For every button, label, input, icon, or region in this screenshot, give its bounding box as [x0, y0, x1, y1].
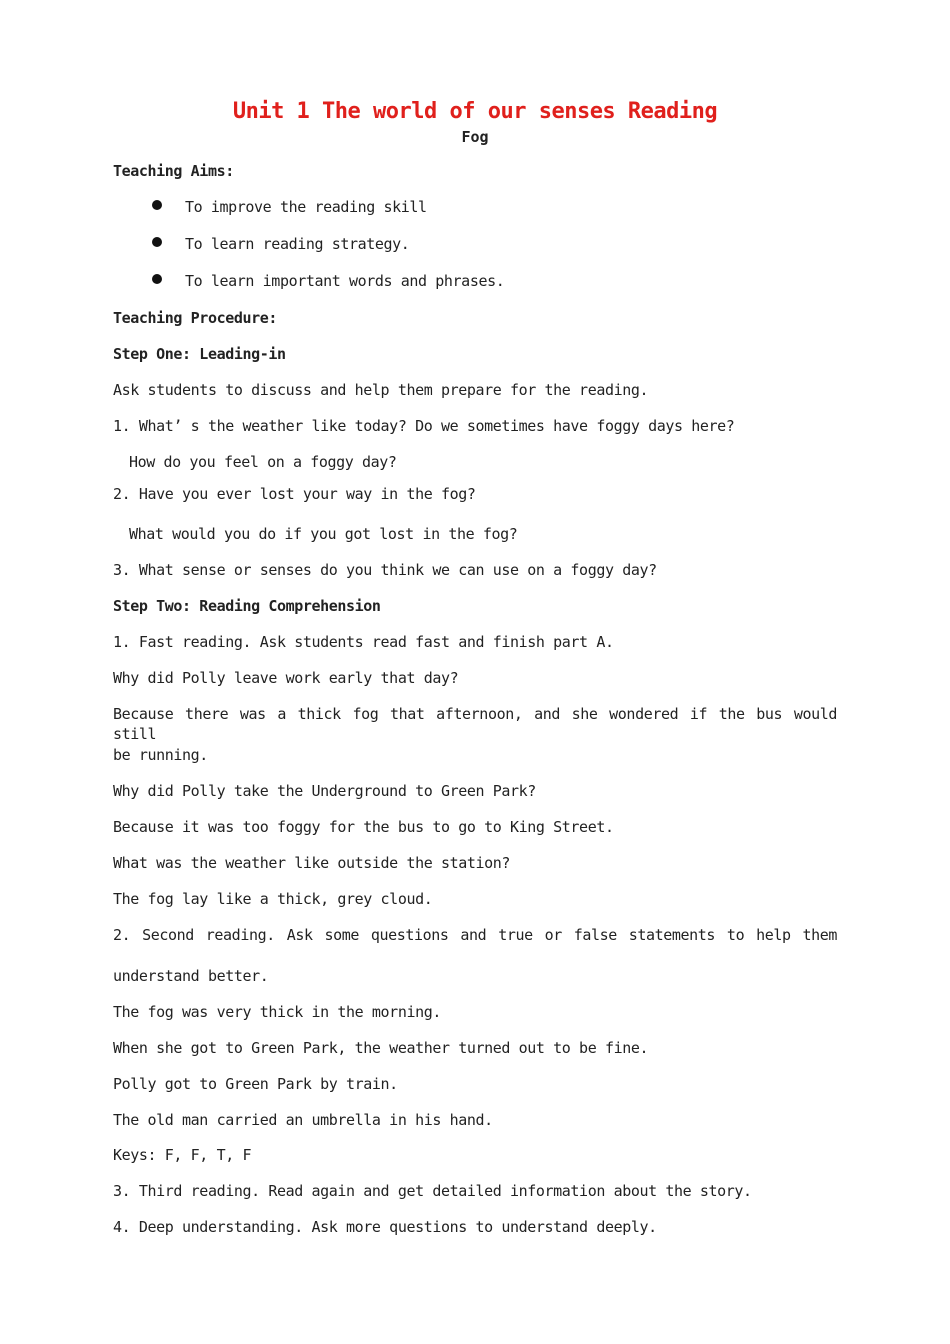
aim-item: To learn reading strategy.	[185, 235, 410, 253]
question-1b: How do you feel on a foggy day?	[129, 453, 397, 471]
page-title: Unit 1 The world of our senses Reading	[232, 99, 718, 124]
question-1: 1. What’ s the weather like today? Do we sometimes have foggy days here?	[113, 417, 735, 435]
aim-item: To improve the reading skill	[185, 198, 427, 216]
fast-question-1: Why did Polly leave work early that day?	[113, 669, 459, 687]
procedure-heading: Teaching Procedure:	[113, 309, 277, 327]
aim-item: To learn important words and phrases.	[185, 272, 505, 290]
step-two-heading: Step Two: Reading Comprehension	[113, 597, 381, 615]
statement-4: The old man carried an umbrella in his hand.	[113, 1111, 493, 1129]
answer-keys: Keys: F, F, T, F	[113, 1146, 252, 1164]
fast-reading: 1. Fast reading. Ask students read fast and finish part A.	[113, 633, 614, 651]
question-3: 3. What sense or senses do you think we can use on a foggy day?	[113, 561, 657, 579]
fast-answer-3: The fog lay like a thick, grey cloud.	[113, 890, 433, 908]
step-one-heading: Step One: Leading-in	[113, 345, 286, 363]
statement-1: The fog was very thick in the morning.	[113, 1003, 441, 1021]
fast-answer-1-line2: be running.	[113, 746, 208, 764]
bullet-icon	[152, 274, 162, 284]
statement-3: Polly got to Green Park by train.	[113, 1075, 398, 1093]
fast-question-3: What was the weather like outside the station?	[113, 854, 511, 872]
fast-answer-1-line1: Because there was a thick fog that afternoon, and she wondered if the bus would still	[113, 705, 837, 743]
page-subtitle: Fog	[461, 128, 489, 146]
fast-question-2: Why did Polly take the Underground to Green Park?	[113, 782, 536, 800]
fast-answer-2: Because it was too foggy for the bus to go to King Street.	[113, 818, 614, 836]
third-reading: 3. Third reading. Read again and get detailed information about the story.	[113, 1182, 752, 1200]
bullet-icon	[152, 237, 162, 247]
second-reading-line1: 2. Second reading. Ask some questions and true or false statements to help them	[113, 926, 837, 944]
question-2: 2. Have you ever lost your way in the fog?	[113, 485, 476, 503]
question-2b: What would you do if you got lost in the fog?	[129, 525, 518, 543]
statement-2: When she got to Green Park, the weather turned out to be fine.	[113, 1039, 649, 1057]
aims-heading: Teaching Aims:	[113, 162, 234, 180]
second-reading-line2: understand better.	[113, 967, 269, 985]
step-one-intro: Ask students to discuss and help them prepare for the reading.	[113, 381, 649, 399]
deep-understanding: 4. Deep understanding. Ask more questions to understand deeply.	[113, 1218, 657, 1236]
bullet-icon	[152, 200, 162, 210]
